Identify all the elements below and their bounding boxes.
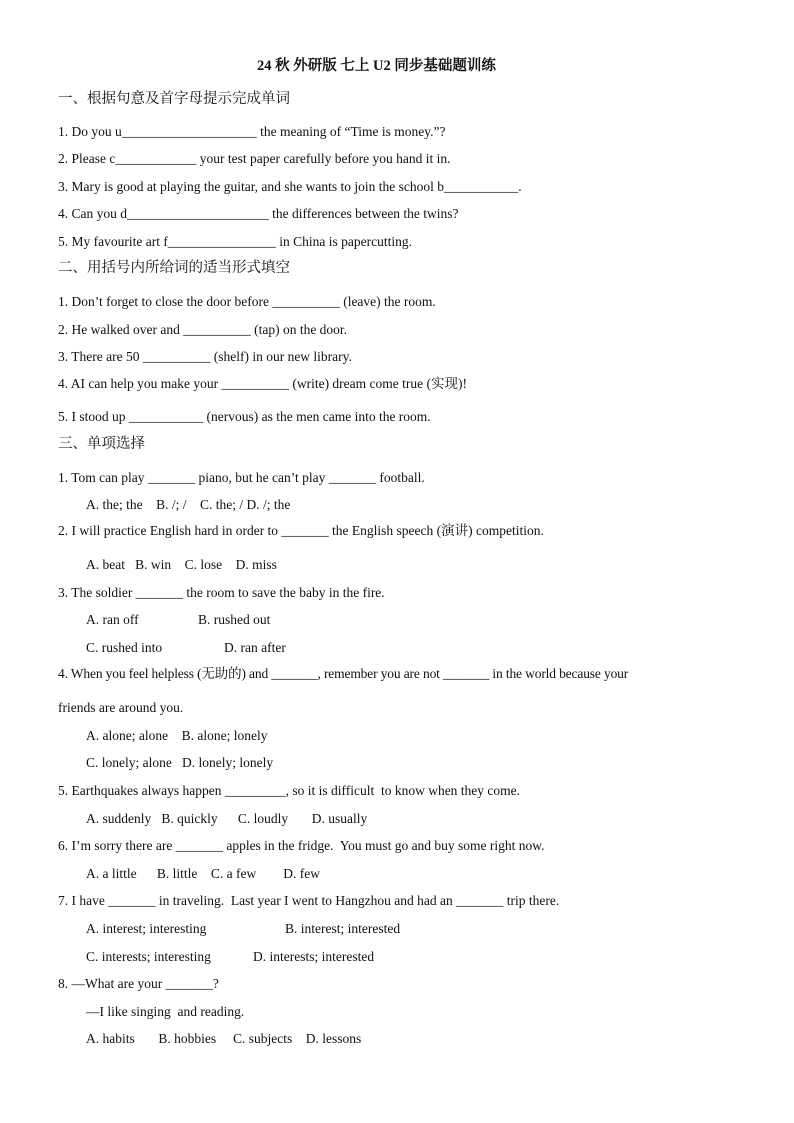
s1-item-3-post: . [518, 179, 522, 194]
s1-item-2-pre: 2. Please [58, 151, 110, 166]
s2-item-1: 1. Don’t forget to close the door before __________ (leave) the room. [58, 294, 436, 309]
section-heading-2: 二、用括号内所给词的适当形式填空 [58, 260, 290, 276]
q2-options: A. beat B. win C. lose D. miss [86, 557, 277, 572]
q5-stem: 5. Earthquakes always happen _________, so it is difficult to know when they come. [58, 783, 521, 798]
s1-item-2 [58, 150, 451, 168]
q7-option-b: B. interest; interested [285, 921, 401, 936]
q3-option-d: D. ran after [224, 640, 286, 655]
s2-item-3: 3. There are 50 __________ (shelf) in our new library. [58, 349, 352, 364]
q4-stem-2: friends are around you. [58, 700, 184, 715]
section-heading-3: 三、单项选择 [58, 436, 145, 452]
q4-options-2: C. lonely; alone D. lonely; lonely [86, 755, 274, 770]
s1-item-3-pre: 3. Mary is good at playing the guitar, and she wants to join the school [58, 179, 438, 194]
s2-item-2: 2. He walked over and __________ (tap) on the door. [58, 322, 348, 337]
s1-item-2-blank: c____________ [109, 151, 197, 166]
section-heading-1: 一、根据句意及首字母提示完成单词 [58, 91, 290, 107]
q3-option-c: C. rushed into [86, 640, 163, 655]
q4-options-1: A. alone; alone B. alone; lonely [86, 728, 268, 743]
s2-item-4: 4. AI can help you make your __________ (write) dream come true (实现)! [58, 376, 468, 391]
s1-item-4-post: the differences between the twins? [268, 206, 459, 221]
q8-reply: —I like singing and reading. [86, 1004, 245, 1019]
s1-item-5-blank: f________________ [163, 234, 276, 249]
s1-item-4-pre: 4. Can you [58, 206, 121, 221]
q4-stem-1: 4. When you feel helpless (无助的) and _______, remember you are not _______ in the world because your [58, 666, 629, 681]
q3-option-a: A. ran off [86, 612, 139, 627]
s1-item-3-blank: b___________ [437, 179, 519, 194]
q6-options: A. a little B. little C. a few D. few [86, 866, 320, 881]
q8-options: A. habits B. hobbies C. subjects D. lessons [86, 1031, 362, 1046]
q7-option-c: C. interests; interesting [86, 949, 211, 964]
s1-item-2-post: your test paper carefully before you hand it in. [196, 151, 451, 166]
q7-option-d: D. interests; interested [253, 949, 375, 964]
q8-stem: 8. —What are your _______? [58, 976, 219, 991]
s1-item-1-blank: u____________________ [115, 124, 257, 139]
s1-item-1-pre: 1. Do you [58, 124, 115, 139]
s1-item-1-post: the meaning of “Time is money.”? [256, 124, 446, 139]
q3-stem: 3. The soldier _______ the room to save the baby in the fire. [58, 585, 385, 600]
q2-stem: 2. I will practice English hard in order to _______ the English speech (演讲) competition. [58, 523, 544, 538]
s1-item-4-blank: d_____________________ [120, 206, 269, 221]
s1-item-5-pre: 5. My favourite art [58, 234, 164, 249]
s2-item-5: 5. I stood up ___________ (nervous) as the men came into the room. [58, 409, 431, 424]
s1-item-4 [58, 205, 459, 223]
q1-options: A. the; the B. /; / C. the; / D. /; the [86, 497, 291, 512]
s1-item-3 [58, 178, 522, 196]
s1-item-5 [58, 233, 412, 251]
q7-stem: 7. I have _______ in traveling. Last year I went to Hangzhou and had an _______ trip there. [58, 893, 560, 908]
q7-option-a: A. interest; interesting [86, 921, 207, 936]
s1-item-1 [58, 123, 445, 141]
q5-options: A. suddenly B. quickly C. loudly D. usually [86, 811, 368, 826]
q6-stem: 6. I’m sorry there are _______ apples in the fridge. You must go and buy some right now. [58, 838, 545, 853]
q1-stem: 1. Tom can play _______ piano, but he can’t play _______ football. [58, 470, 425, 485]
page-title: 24 秋 外研版 七上 U2 同步基础题训练 [257, 58, 496, 74]
q3-option-b: B. rushed out [198, 612, 271, 627]
s1-item-5-post: in China is papercutting. [275, 234, 412, 249]
